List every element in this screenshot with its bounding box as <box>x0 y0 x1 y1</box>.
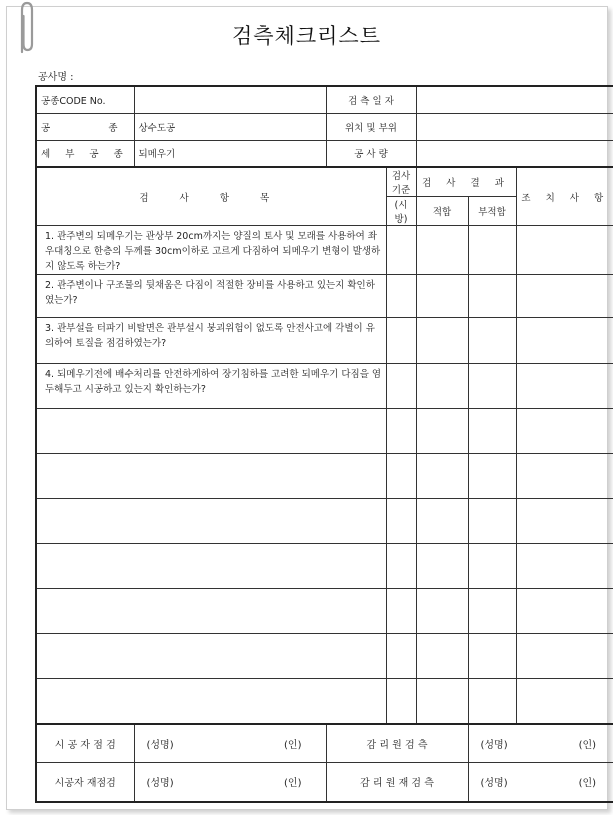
supervisor-recheck-label: 감 리 원 재 검 측 <box>326 763 468 802</box>
inspect-date-value[interactable] <box>416 86 613 113</box>
contractor-check-label: 시 공 자 점 검 <box>36 724 134 763</box>
pass-cell[interactable] <box>416 544 468 589</box>
criteria-cell[interactable] <box>386 544 416 589</box>
action-cell[interactable] <box>516 275 613 318</box>
checklist-item-11 <box>36 679 386 724</box>
pass-cell[interactable] <box>416 275 468 318</box>
name-label: (성명) <box>480 778 508 790</box>
quantity-value[interactable] <box>416 140 613 167</box>
action-cell[interactable] <box>516 226 613 275</box>
checklist-item-4: 4. 되메우기전에 배수처리를 안전하게하여 장기침하를 고려한 되메우기 다짐을 염두해두고 시공하고 있는지 확인하는가? <box>36 364 386 409</box>
checklist-item-7 <box>36 499 386 544</box>
criteria-cell[interactable] <box>386 275 416 318</box>
supervisor-resign-cell[interactable] <box>468 763 613 802</box>
pass-cell[interactable] <box>416 364 468 409</box>
detail-value[interactable]: 되메우기 <box>134 140 326 167</box>
contractor-sign-cell[interactable] <box>134 724 326 763</box>
criteria-cell[interactable] <box>386 454 416 499</box>
seal-label: (인) <box>578 739 597 751</box>
criteria-cell[interactable] <box>386 318 416 364</box>
pass-cell[interactable] <box>416 454 468 499</box>
checklist-item-8 <box>36 544 386 589</box>
quantity-label: 공 사 량 <box>326 140 416 167</box>
criteria-cell[interactable] <box>386 499 416 544</box>
header-fail: 부적합 <box>468 197 516 226</box>
name-label: (성명) <box>146 778 174 790</box>
pass-cell[interactable] <box>416 226 468 275</box>
fail-cell[interactable] <box>468 679 516 724</box>
criteria-cell[interactable] <box>386 364 416 409</box>
criteria-cell[interactable] <box>386 409 416 454</box>
work-code-label: 공종CODE No. <box>36 86 134 113</box>
action-cell[interactable] <box>516 454 613 499</box>
pass-cell[interactable] <box>416 589 468 634</box>
action-cell[interactable] <box>516 499 613 544</box>
pass-cell[interactable] <box>416 634 468 679</box>
fail-cell[interactable] <box>468 275 516 318</box>
pass-cell[interactable] <box>416 499 468 544</box>
location-value[interactable] <box>416 113 613 140</box>
location-label: 위치 및 부위 <box>326 113 416 140</box>
criteria-cell[interactable] <box>386 679 416 724</box>
work-type-label: 공 종 <box>36 113 134 140</box>
action-cell[interactable] <box>516 679 613 724</box>
supervisor-sign-cell[interactable] <box>468 724 613 763</box>
action-cell[interactable] <box>516 318 613 364</box>
supervisor-check-label: 감 리 원 검 측 <box>326 724 468 763</box>
header-item: 검 사 항 목 <box>36 167 386 226</box>
pass-cell[interactable] <box>416 679 468 724</box>
seal-label: (인) <box>284 739 302 751</box>
fail-cell[interactable] <box>468 409 516 454</box>
checklist-item-6 <box>36 454 386 499</box>
seal-label: (인) <box>284 778 302 790</box>
fail-cell[interactable] <box>468 634 516 679</box>
pass-cell[interactable] <box>416 318 468 364</box>
checklist-table <box>35 85 613 803</box>
seal-label: (인) <box>578 778 597 790</box>
name-label: (성명) <box>480 739 508 751</box>
work-code-value[interactable] <box>134 86 326 113</box>
header-criteria: 검사기준 <box>386 167 416 197</box>
checklist-item-2: 2. 관주변이나 구조물의 뒷채움은 다짐이 적절한 장비를 사용하고 있는지 확인하였는가? <box>36 275 386 318</box>
inspect-date-label: 검 측 일 자 <box>326 86 416 113</box>
action-cell[interactable] <box>516 544 613 589</box>
contractor-recheck-label: 시공자 재점검 <box>36 763 134 802</box>
fail-cell[interactable] <box>468 454 516 499</box>
project-name-label: 공사명 : <box>38 72 74 83</box>
checklist-item-1: 1. 관주변의 되메우기는 관상부 20cm까지는 양질의 토사 및 모래를 사용하여 좌우대칭으로 한층의 두께를 30cm이하로 고르게 다짐하여 되메우기 변형이 발생하지 않도록 하는가? <box>36 226 386 275</box>
fail-cell[interactable] <box>468 318 516 364</box>
checklist-item-10 <box>36 634 386 679</box>
header-action: 조 치 사 항 <box>516 167 613 226</box>
criteria-cell[interactable] <box>386 634 416 679</box>
action-cell[interactable] <box>516 409 613 454</box>
name-label: (성명) <box>146 739 174 751</box>
contractor-resign-cell[interactable] <box>134 763 326 802</box>
header-result: 검 사 결 과 <box>416 167 516 197</box>
checklist-item-5 <box>36 409 386 454</box>
fail-cell[interactable] <box>468 499 516 544</box>
detail-label: 세 부 공 종 <box>36 140 134 167</box>
criteria-cell[interactable] <box>386 589 416 634</box>
fail-cell[interactable] <box>468 364 516 409</box>
checklist-item-9 <box>36 589 386 634</box>
action-cell[interactable] <box>516 364 613 409</box>
header-pass: 적합 <box>416 197 468 226</box>
fail-cell[interactable] <box>468 589 516 634</box>
fail-cell[interactable] <box>468 226 516 275</box>
checklist-item-3: 3. 관부설을 터파기 비탈면은 관부설시 붕괴위험이 없도록 안전사고에 각별이 유의하여 토질을 점검하였는가? <box>36 318 386 364</box>
pass-cell[interactable] <box>416 409 468 454</box>
fail-cell[interactable] <box>468 544 516 589</box>
page-title: 검측체크리스트 <box>231 24 381 48</box>
work-type-value[interactable]: 상수도공 <box>134 113 326 140</box>
header-criteria-sub: (시방) <box>386 197 416 226</box>
criteria-cell[interactable] <box>386 226 416 275</box>
action-cell[interactable] <box>516 634 613 679</box>
action-cell[interactable] <box>516 589 613 634</box>
